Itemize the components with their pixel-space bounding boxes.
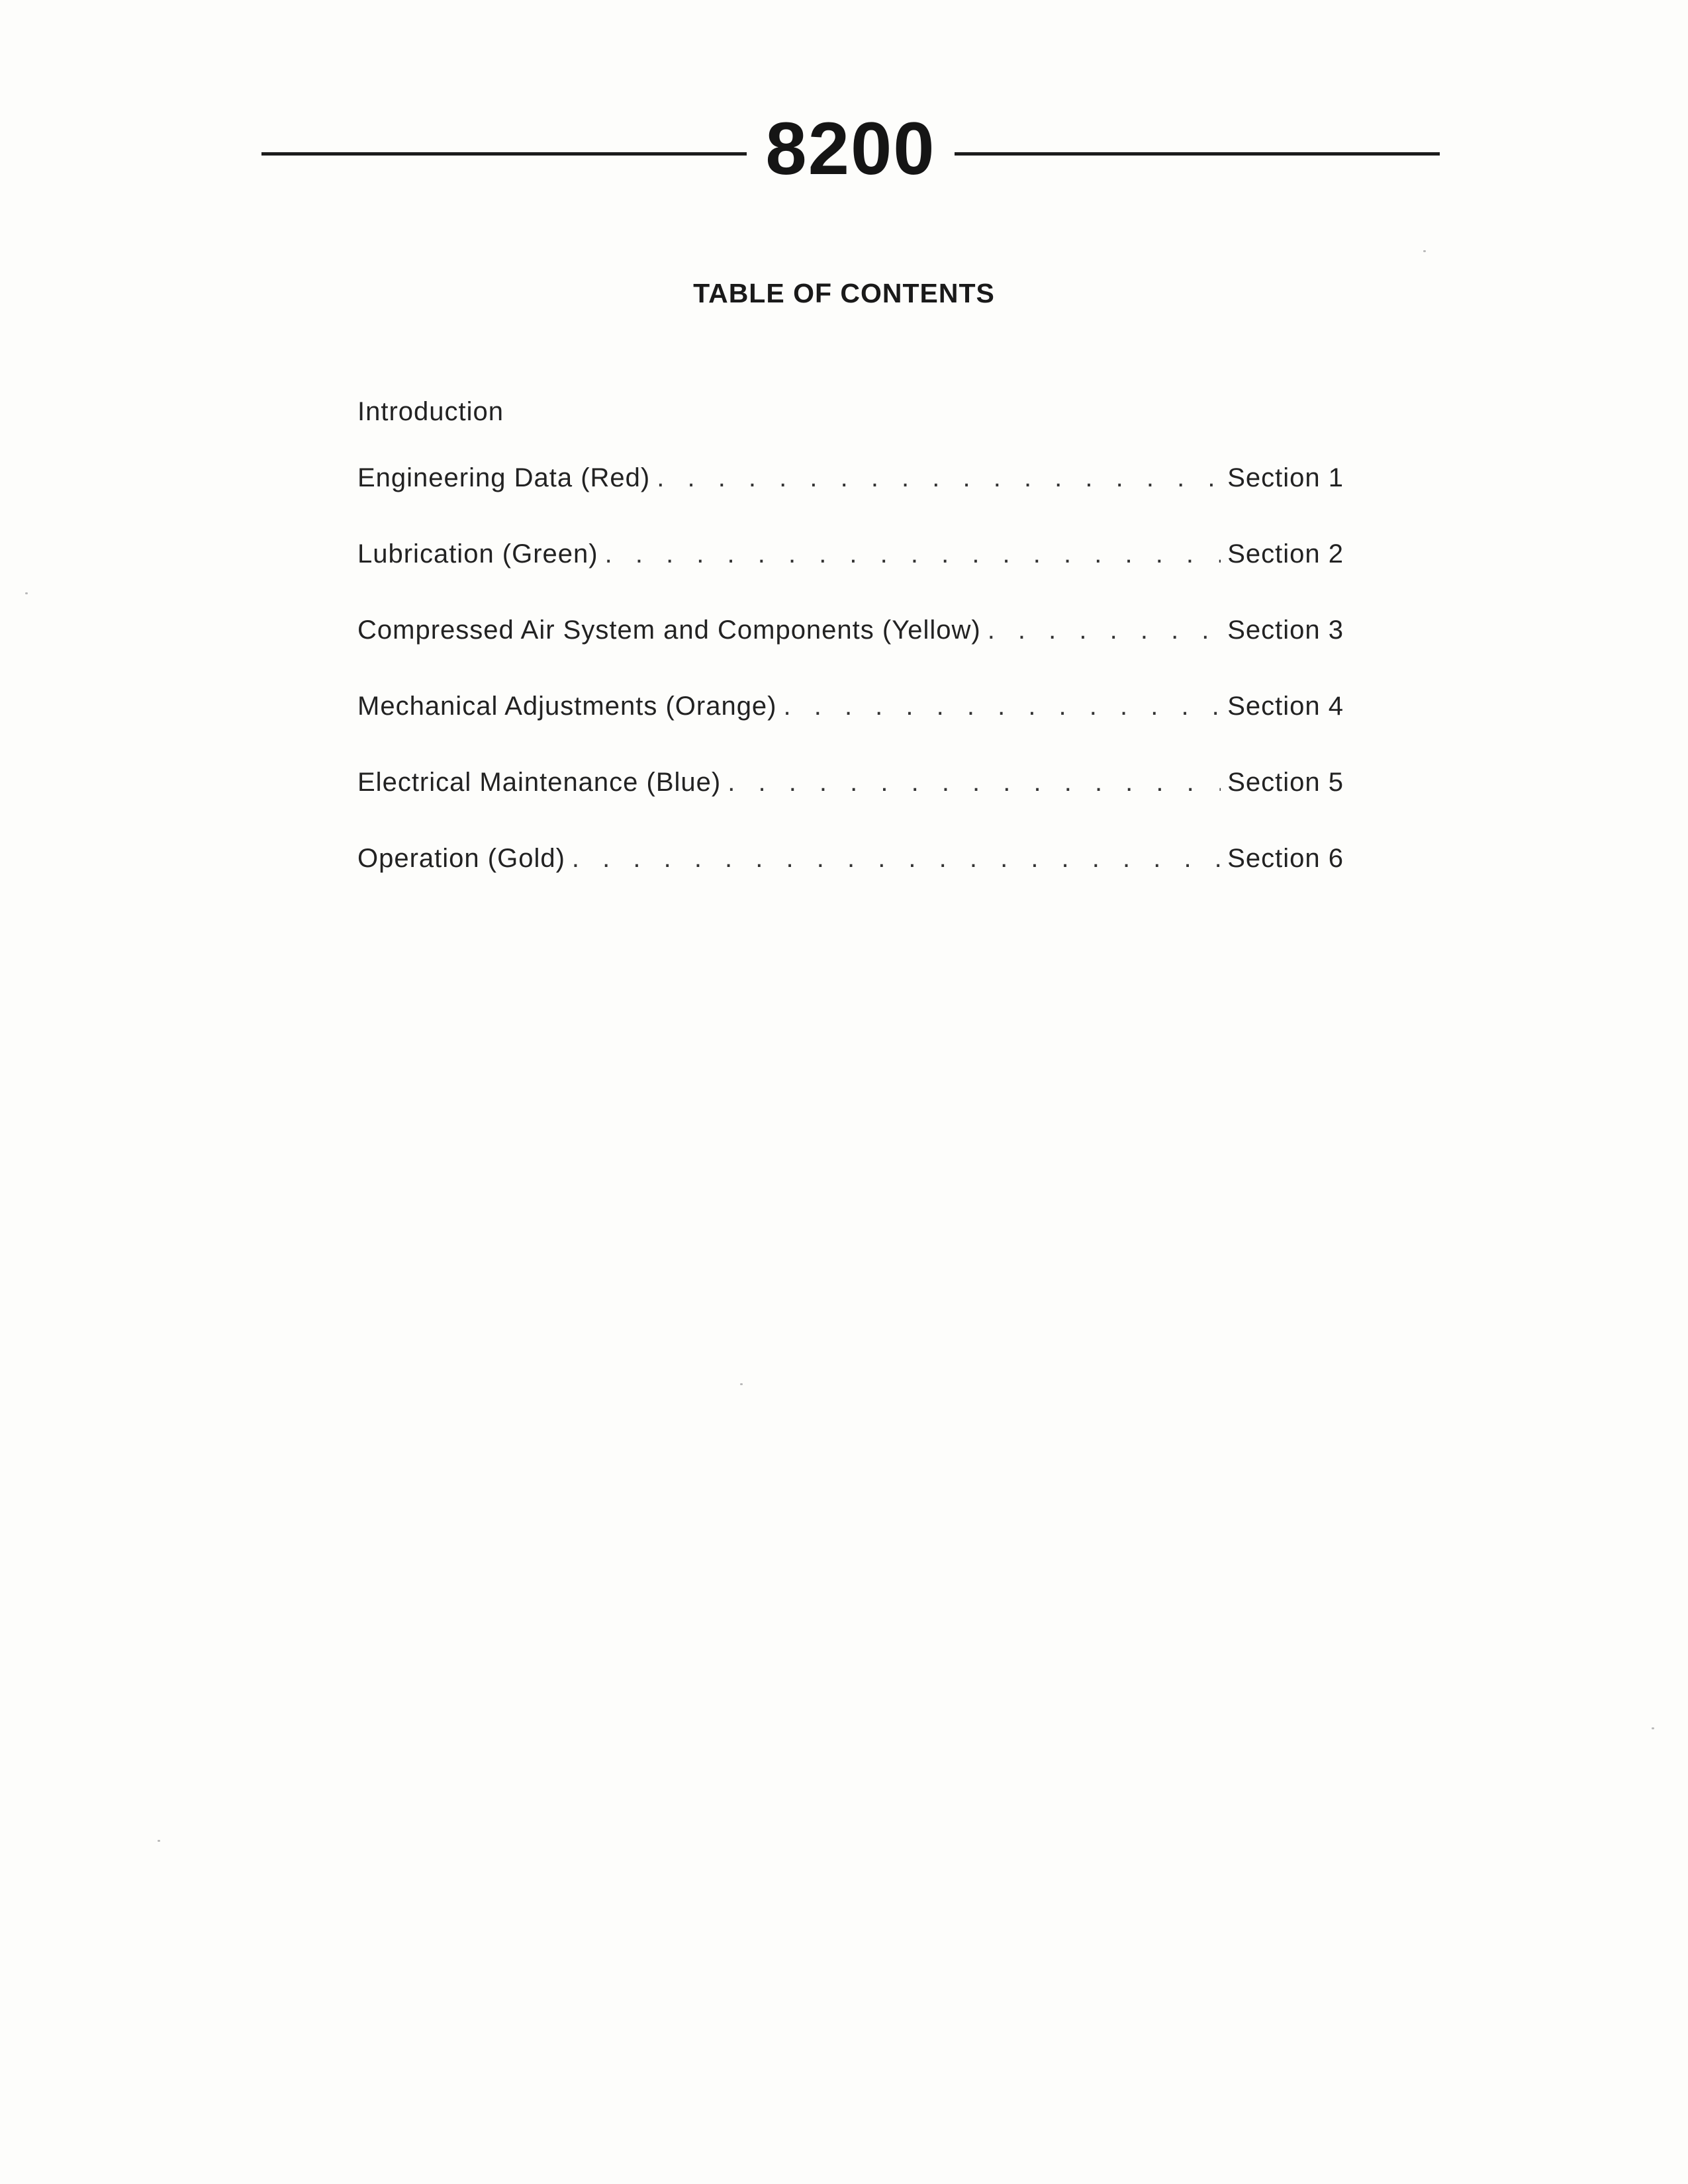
scan-speck [740,1383,743,1385]
header-rule-left [261,152,747,156]
toc-entry [357,539,1344,615]
document-header [261,106,1440,192]
toc-entry-title: Mechanical Adjustments (Orange) [357,692,777,721]
toc-entry-section: Section 5 [1227,768,1344,797]
toc-entry-title: Electrical Maintenance (Blue) [357,768,722,797]
toc-entry [357,844,1344,920]
scan-speck [1652,1727,1654,1729]
header-rule-right [955,152,1440,156]
toc-entry-section: Section 2 [1227,539,1344,569]
toc-dot-leader [605,539,1221,569]
toc-dot-leader [784,692,1221,721]
toc-dot-leader [988,615,1221,645]
toc-entry-section: Section 3 [1227,615,1344,645]
toc-list [357,463,1344,920]
toc-entry-title: Compressed Air System and Components (Yellow) [357,615,981,645]
toc-entry-title: Lubrication (Green) [357,539,598,569]
toc-dot-leader [727,768,1221,797]
toc-entry [357,692,1344,768]
scan-speck [158,1840,160,1842]
toc-entry-section: Section 4 [1227,692,1344,721]
toc-entry-title: Operation (Gold) [357,844,565,873]
toc-entry [357,615,1344,692]
scan-speck [1423,250,1426,252]
toc-dot-leader [572,844,1221,874]
toc-introduction: Introduction [357,397,504,426]
toc-heading: TABLE OF CONTENTS [693,278,995,308]
toc-entry-section: Section 6 [1227,844,1344,873]
toc-entry [357,463,1344,539]
toc-entry-title: Engineering Data (Red) [357,463,651,492]
toc-entry [357,768,1344,844]
toc-dot-leader [657,463,1221,493]
model-number-title: 8200 [765,107,936,190]
scan-speck [25,592,28,594]
toc-entry-section: Section 1 [1227,463,1344,492]
